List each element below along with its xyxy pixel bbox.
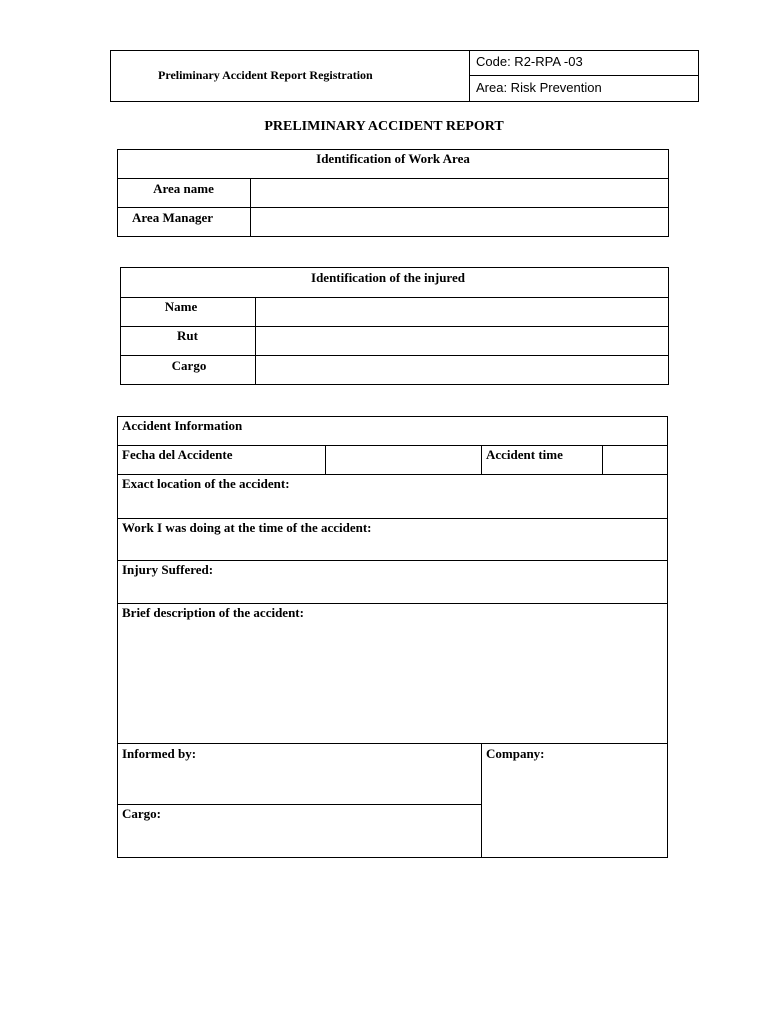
document-area: Area: Risk Prevention [476, 80, 602, 95]
informed-by-field[interactable] [118, 762, 480, 803]
injured-name-field[interactable] [256, 298, 668, 326]
injured-cargo-field[interactable] [256, 356, 668, 384]
company-label: Company: [486, 746, 545, 761]
area-name-label: Area name [153, 181, 214, 196]
header-row-divider [469, 75, 699, 76]
area-manager-field[interactable] [251, 208, 668, 236]
accident-work-label: Work I was doing at the time of the accident: [122, 520, 372, 535]
accident-location-label: Exact location of the accident: [122, 476, 290, 491]
row-line [117, 603, 668, 604]
informer-cargo-label: Cargo: [122, 806, 161, 821]
injury-suffered-field[interactable] [118, 578, 667, 602]
accident-work-field[interactable] [118, 536, 667, 559]
informer-cargo-field[interactable] [118, 822, 480, 857]
row-line [117, 743, 668, 744]
informed-by-label: Informed by: [122, 746, 197, 761]
company-field[interactable] [482, 762, 667, 857]
row-line [117, 518, 668, 519]
column-line [481, 445, 482, 474]
work-area-heading: Identification of Work Area [316, 151, 470, 166]
accident-date-field[interactable] [326, 446, 481, 474]
area-name-field[interactable] [251, 179, 668, 207]
document-title: Preliminary Accident Report Registration [158, 68, 373, 82]
injury-suffered-label: Injury Suffered: [122, 562, 214, 577]
header-divider [469, 50, 470, 102]
accident-description-label: Brief description of the accident: [122, 605, 304, 620]
area-manager-label: Area Manager [132, 210, 213, 225]
report-title: PRELIMINARY ACCIDENT REPORT [264, 119, 504, 134]
accident-heading: Accident Information [122, 418, 243, 433]
accident-time-label: Accident time [486, 447, 563, 462]
accident-location-field[interactable] [118, 492, 667, 517]
accident-description-field[interactable] [118, 622, 667, 742]
injured-rut-field[interactable] [256, 327, 668, 355]
injured-heading: Identification of the injured [311, 270, 465, 285]
injured-name-label: Name [164, 299, 198, 314]
injured-cargo-label: Cargo [171, 358, 207, 373]
accident-date-label: Fecha del Accidente [122, 447, 233, 462]
row-line [117, 474, 668, 475]
injured-rut-label: Rut [177, 328, 198, 343]
document-code: Code: R2-RPA -03 [476, 54, 583, 69]
row-line [117, 560, 668, 561]
accident-time-field[interactable] [603, 446, 667, 474]
row-line [117, 804, 481, 805]
